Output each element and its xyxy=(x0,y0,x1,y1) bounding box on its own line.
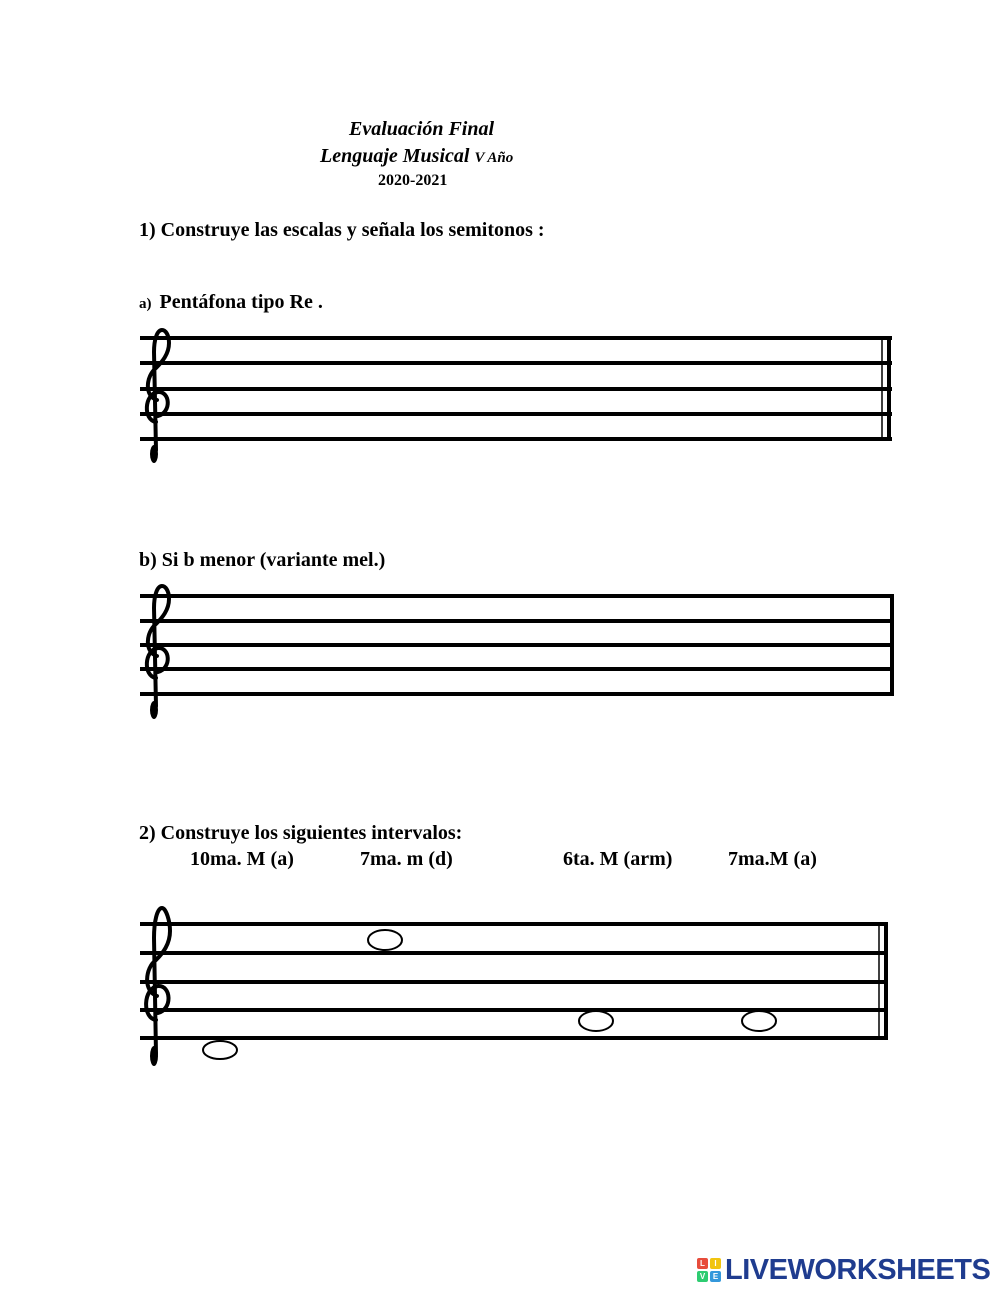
subject-name: Lenguaje Musical xyxy=(320,145,470,167)
interval-label-3: 6ta. M (arm) xyxy=(563,848,673,870)
interval-label-4: 7ma.M (a) xyxy=(728,848,817,870)
whole-note-1 xyxy=(203,1041,237,1059)
school-year: 2020-2021 xyxy=(378,172,448,189)
staff-b[interactable] xyxy=(140,588,900,728)
grade-label: V Año xyxy=(474,150,514,166)
worksheet-title: Evaluación Final xyxy=(349,118,495,140)
question-1-prompt: 1) Construye las escalas y señala los semitonos : xyxy=(139,219,545,241)
treble-clef-icon xyxy=(146,908,170,1066)
staff-a[interactable] xyxy=(140,330,900,475)
staff-lines xyxy=(140,338,892,439)
question-1a-marker: a) xyxy=(139,296,152,312)
interval-label-2: 7ma. m (d) xyxy=(360,848,453,870)
whole-note-3 xyxy=(579,1011,613,1031)
whole-note-4 xyxy=(742,1011,776,1031)
question-1b-label: b) Si b menor (variante mel.) xyxy=(139,549,386,571)
staff-intervals[interactable] xyxy=(140,916,900,1076)
brand-name: LIVEWORKSHEETS xyxy=(725,1253,991,1286)
subject-title xyxy=(320,145,513,168)
liveworksheets-logo[interactable] xyxy=(697,1255,990,1285)
question-2-prompt: 2) Construye los siguientes intervalos: xyxy=(139,822,463,844)
treble-clef-icon xyxy=(147,586,169,719)
interval-label-1: 10ma. M (a) xyxy=(190,848,294,870)
logo-mark-icon: L I V E xyxy=(697,1258,721,1282)
whole-note-2 xyxy=(368,930,402,950)
staff-lines xyxy=(140,596,894,694)
treble-clef-icon xyxy=(147,330,169,463)
question-1a-text: Pentáfona tipo Re . xyxy=(159,291,323,313)
question-1a-label xyxy=(139,291,323,314)
